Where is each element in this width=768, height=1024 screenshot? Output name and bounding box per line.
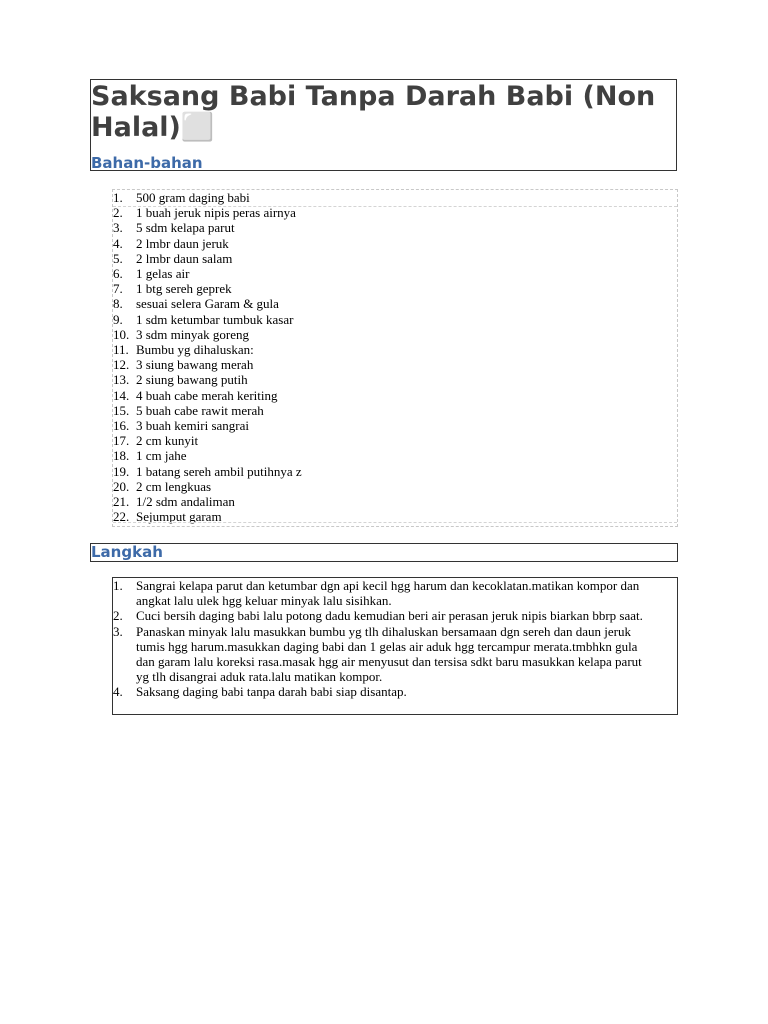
ingredient-item — [113, 296, 302, 311]
ingredient-item-number: 9. — [113, 311, 123, 327]
steps-heading: Langkah — [91, 543, 163, 561]
steps-list-box — [112, 577, 678, 715]
ingredient-item-number: 1. — [113, 190, 123, 205]
ingredient-item-number: 14. — [113, 387, 130, 403]
ingredient-item-text: 2 lmbr daun salam — [136, 250, 233, 266]
ingredient-item — [113, 494, 302, 509]
ingredient-item — [113, 372, 302, 387]
ingredient-item-text: 2 cm kunyit — [136, 433, 199, 449]
step-item-number: 1. — [113, 578, 123, 593]
ingredient-item-number: 4. — [113, 235, 123, 251]
ingredient-item-text: 1 batang sereh ambil putihnya z — [136, 463, 302, 479]
ingredient-item-number: 3. — [113, 220, 123, 236]
ingredient-item-number: 12. — [113, 357, 130, 373]
step-item-number: 3. — [113, 623, 123, 639]
ingredient-item-number: 11. — [113, 342, 129, 358]
ingredients-list-box — [112, 189, 678, 527]
ingredient-item-text: 1 buah jeruk nipis peras airnya — [136, 205, 296, 221]
ingredient-item-text: Sejumput garam — [136, 509, 222, 525]
ingredient-item-text: 3 buah kemiri sangrai — [136, 418, 249, 434]
ingredient-item — [113, 357, 302, 372]
ingredient-item — [113, 281, 302, 296]
ingredient-item-text: 4 buah cabe merah keriting — [136, 387, 278, 403]
ingredient-item-text: 1 btg sereh geprek — [136, 281, 232, 297]
ingredient-item-number: 20. — [113, 478, 130, 494]
step-item — [113, 578, 651, 608]
ingredient-item-text: 1 cm jahe — [136, 448, 187, 464]
ingredient-item-text: Bumbu yg dihaluskan: — [136, 342, 254, 358]
step-item — [113, 684, 651, 699]
ingredient-item — [113, 327, 302, 342]
step-item-text: Sangrai kelapa parut dan ketumbar dgn api kecil hgg harum dan kecoklatan.matikan kompor dan angkat lalu ulek hgg keluar minyak lalu sisihkan. — [136, 578, 640, 609]
ingredient-item — [113, 220, 302, 235]
ingredient-item-text: 2 lmbr daun jeruk — [136, 235, 229, 251]
ingredient-item-number: 2. — [113, 205, 123, 221]
ingredient-item-number: 13. — [113, 372, 130, 388]
step-item-text: Cuci bersih daging babi lalu potong dadu kemudian beri air perasan jeruk nipis biarkan bbrp saat. — [136, 608, 643, 624]
ingredient-item-number: 18. — [113, 448, 130, 464]
step-item — [113, 608, 651, 623]
step-item-text: Panaskan minyak lalu masukkan bumbu yg tlh dihaluskan bersamaan dgn sereh dan daun jeruk tumis hgg harum.masukkan daging babi dan 1 gelas air aduk hgg tercampur merata.tmbhkn gula dan garam lalu koreksi rasa.masak hgg air menyusut dan tersisa sdkt baru masukkan kelapa parut yg tlh disangrai aduk rata.lalu matikan kompor. — [136, 623, 642, 685]
ingredient-item-text: sesuai selera Garam & gula — [136, 296, 279, 312]
ingredient-item-number: 22. — [113, 509, 130, 525]
steps-list — [113, 578, 653, 700]
ingredient-item — [113, 464, 302, 479]
ingredient-item — [113, 205, 302, 220]
ingredient-item-number: 6. — [113, 266, 123, 282]
ingredient-item-number: 15. — [113, 402, 130, 418]
ingredient-item — [113, 266, 302, 281]
ingredient-item — [113, 312, 302, 327]
ingredient-item — [113, 342, 302, 357]
ingredient-item — [113, 479, 302, 494]
ingredient-item — [113, 448, 302, 463]
step-item-number: 2. — [113, 608, 123, 624]
ingredient-item-text: 500 gram daging babi — [136, 190, 250, 205]
ingredient-item-number: 16. — [113, 418, 130, 434]
ingredient-item-number: 8. — [113, 296, 123, 312]
ingredient-item — [113, 509, 302, 524]
step-item-number: 4. — [113, 684, 123, 700]
ingredient-item — [113, 251, 302, 266]
ingredient-item — [113, 236, 302, 251]
ingredient-item — [113, 388, 302, 403]
ingredient-item-number: 10. — [113, 326, 130, 342]
steps-heading-box — [90, 543, 678, 562]
ingredient-item-text: 5 buah cabe rawit merah — [136, 402, 264, 418]
ingredient-item-text: 5 sdm kelapa parut — [136, 220, 235, 236]
step-item-text: Saksang daging babi tanpa darah babi siap disantap. — [136, 684, 407, 700]
ingredient-item-text: 3 sdm minyak goreng — [136, 326, 250, 342]
ingredient-item — [113, 403, 302, 418]
ingredient-item-number: 17. — [113, 433, 130, 449]
ingredient-item — [113, 190, 302, 205]
recipe-header — [90, 79, 677, 171]
ingredient-item-text: 1/2 sdm andaliman — [136, 494, 235, 510]
ingredient-item-text: 1 gelas air — [136, 266, 190, 282]
ingredient-item-text: 1 sdm ketumbar tumbuk kasar — [136, 311, 294, 327]
page-title: Saksang Babi Tanpa Darah Babi (Non Halal)⬜ — [91, 81, 656, 143]
step-item — [113, 624, 651, 685]
ingredient-item-text: 2 siung bawang putih — [136, 372, 248, 388]
ingredient-item-number: 7. — [113, 281, 123, 297]
ingredient-item — [113, 433, 302, 448]
ingredient-item-text: 2 cm lengkuas — [136, 478, 212, 494]
ingredient-item — [113, 418, 302, 433]
ingredient-item-number: 21. — [113, 494, 130, 510]
ingredient-item-number: 5. — [113, 250, 123, 266]
ingredients-list — [113, 190, 302, 524]
ingredients-heading: Bahan-bahan — [91, 154, 203, 172]
ingredient-item-number: 19. — [113, 463, 130, 479]
ingredient-item-text: 3 siung bawang merah — [136, 357, 254, 373]
